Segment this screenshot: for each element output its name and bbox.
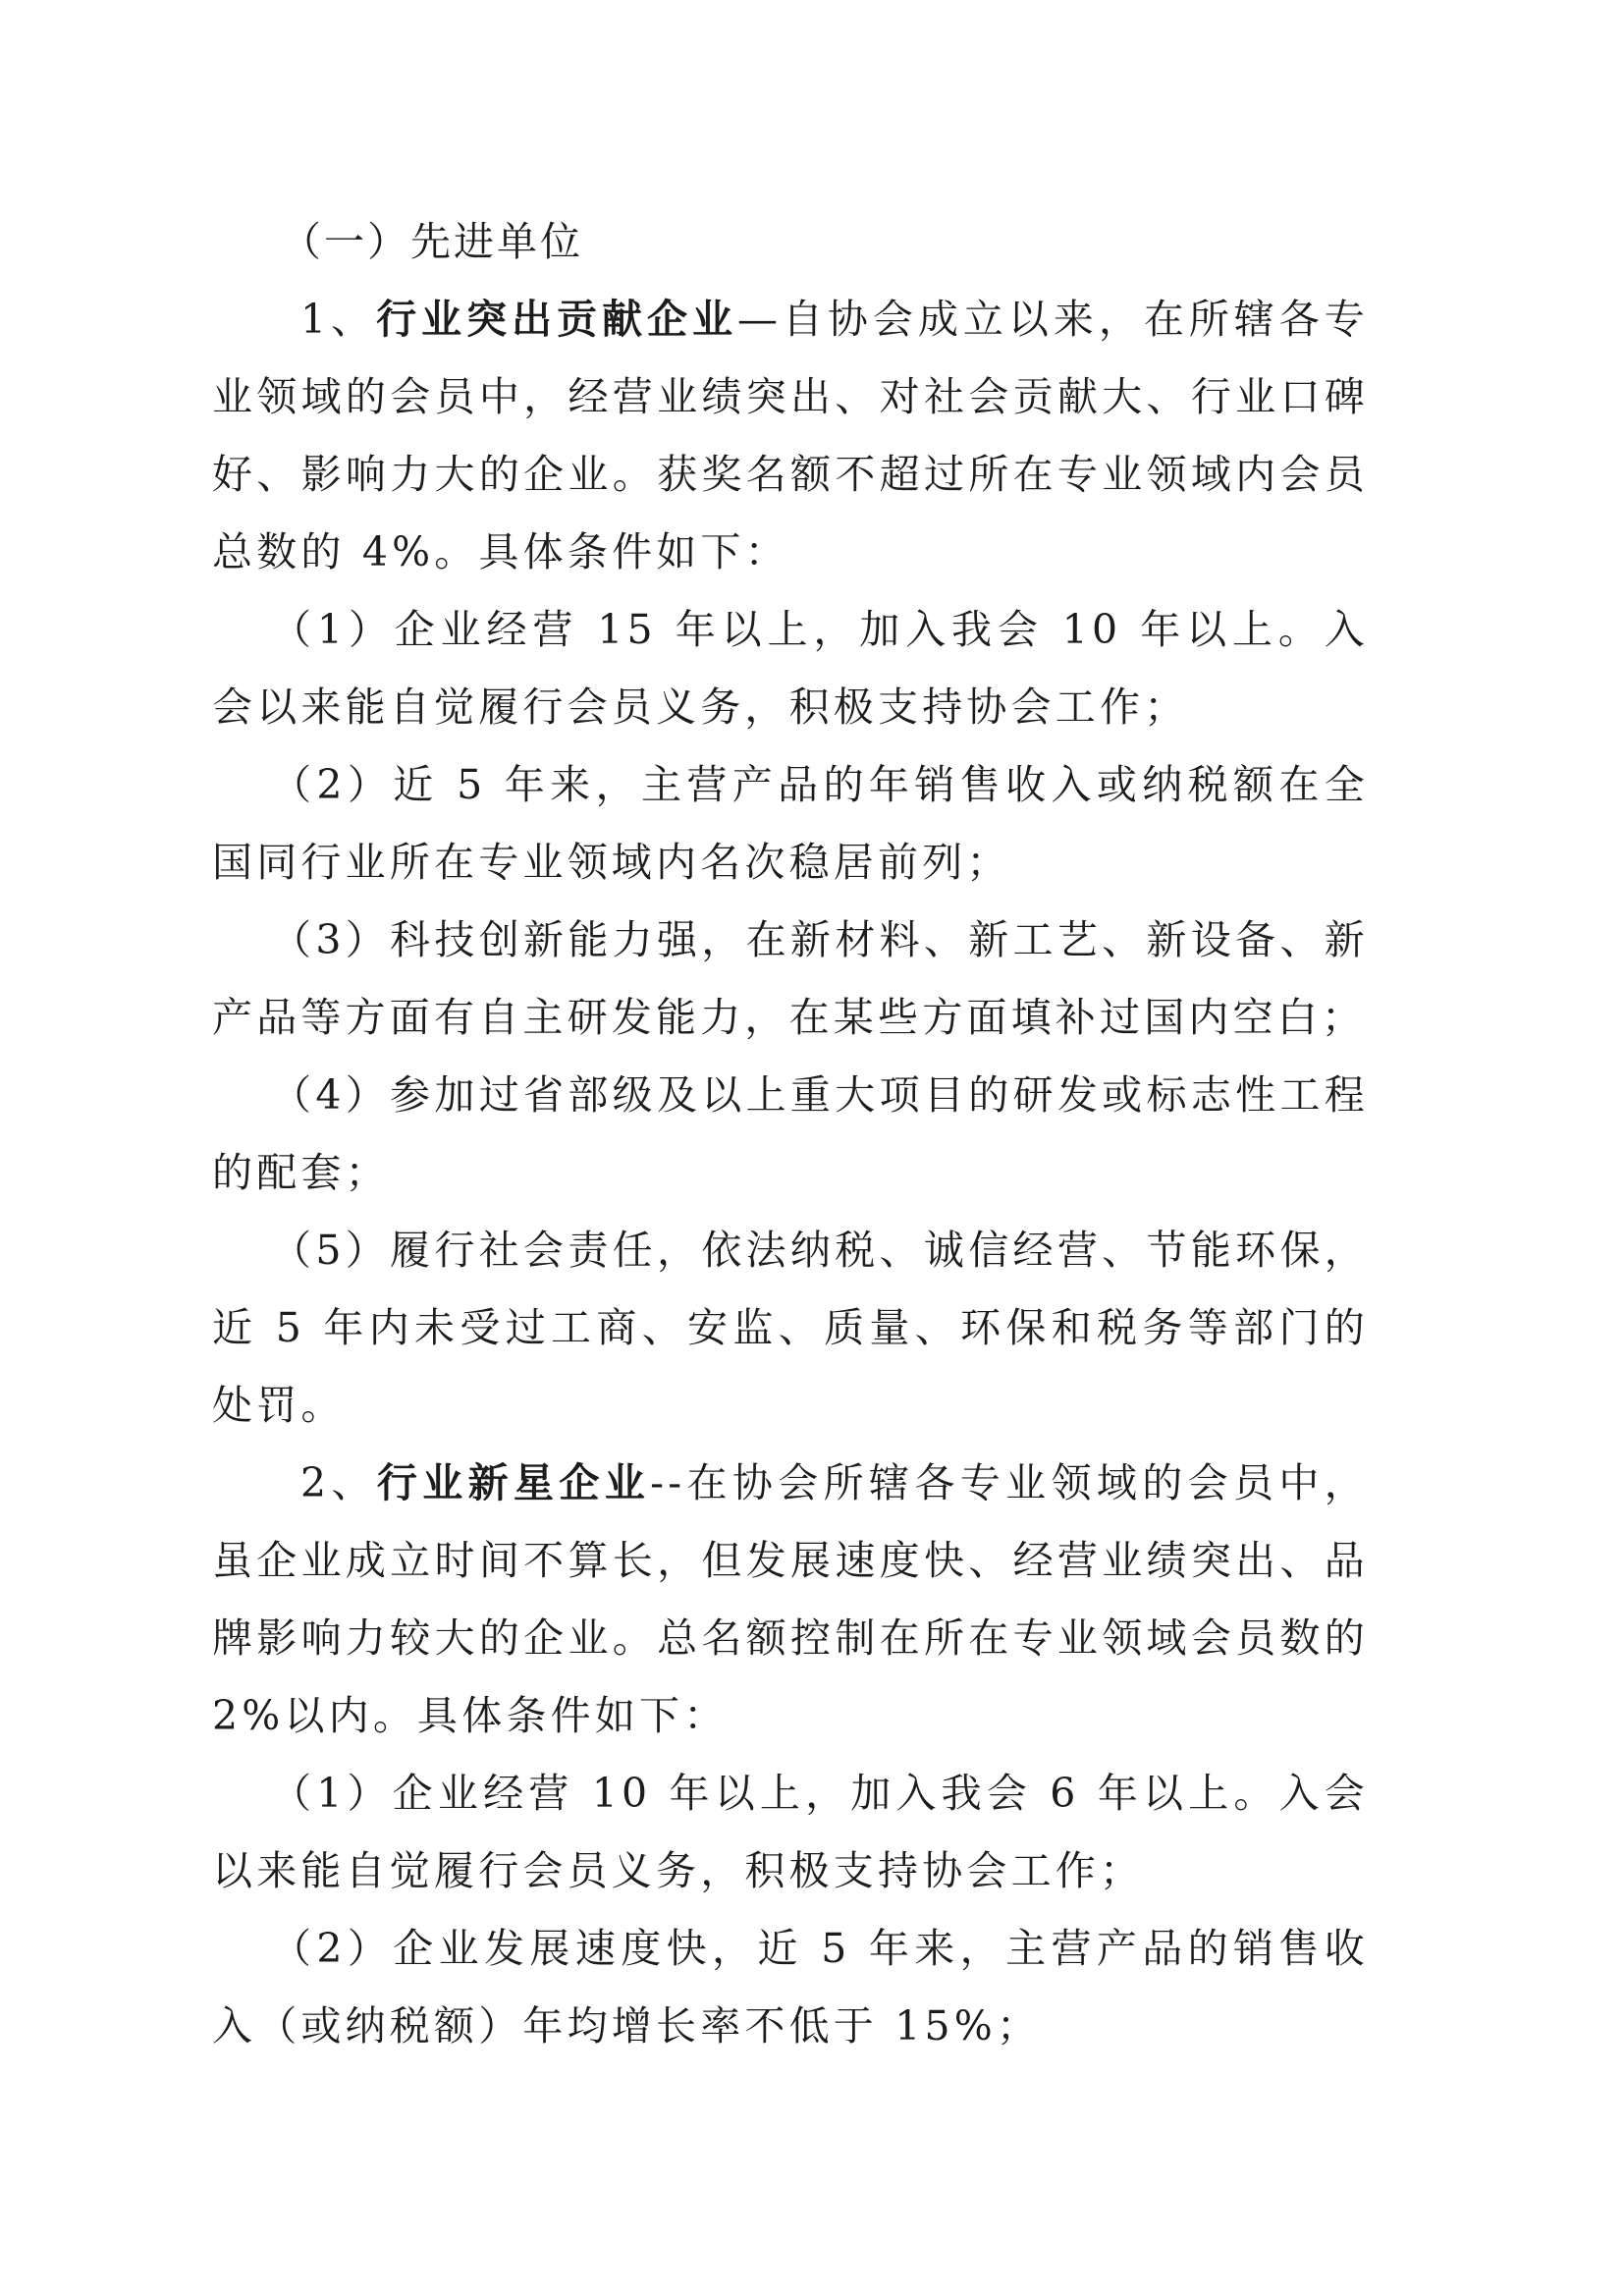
item-1-condition-5: （5）履行社会责任，依法纳税、诚信经营、节能环保，近 5 年内未受过工商、安监、质量、环保和税务等部门的处罚。 — [212, 1227, 1369, 1429]
item-2-body: --在协会所辖各专业领域的会员中，虽企业成立时间不算长，但发展速度快、经营业绩突出、品牌影响力较大的企业。总名额控制在所在专业领域会员数的 2%以内。具体条件如下： — [212, 1459, 1369, 1739]
item-1-paragraph — [212, 281, 1369, 591]
document-body — [212, 202, 1369, 2065]
item-1-condition-4: （4）参加过省部级及以上重大项目的研发或标志性工程的配套； — [212, 1071, 1369, 1196]
item-1-condition-3: （3）科技创新能力强，在新材料、新工艺、新设备、新产品等方面有自主研发能力，在某些方面填补过国内空白； — [212, 916, 1369, 1041]
item-2-condition-1: （1）企业经营 10 年以上，加入我会 6 年以上。入会以来能自觉履行会员义务，积极支持协会工作； — [212, 1770, 1369, 1894]
item-2-paragraph — [212, 1445, 1369, 1755]
item-1-number: 1、 — [300, 296, 377, 343]
section-heading: （一）先进单位 — [281, 218, 583, 265]
item-2-title: 行业新星企业 — [376, 1459, 651, 1506]
item-1-condition-2: （2）近 5 年来，主营产品的年销售收入或纳税额在全国同行业所在专业领域内名次稳居前列； — [212, 761, 1369, 886]
item-2-number: 2、 — [300, 1459, 377, 1506]
item-2-condition-2: （2）企业发展速度快，近 5 年来，主营产品的销售收入（或纳税额）年均增长率不低于 15%； — [212, 1925, 1369, 2050]
item-1-title: 行业突出贡献企业 — [376, 296, 737, 343]
item-1-condition-1: （1）企业经营 15 年以上，加入我会 10 年以上。入会以来能自觉履行会员义务，积极支持协会工作； — [212, 606, 1369, 731]
item-1-body: —自协会成立以来，在所辖各专业领域的会员中，经营业绩突出、对社会贡献大、行业口碑好、影响力大的企业。获奖名额不超过所在专业领域内会员总数的 4%。具体条件如下： — [212, 296, 1369, 575]
